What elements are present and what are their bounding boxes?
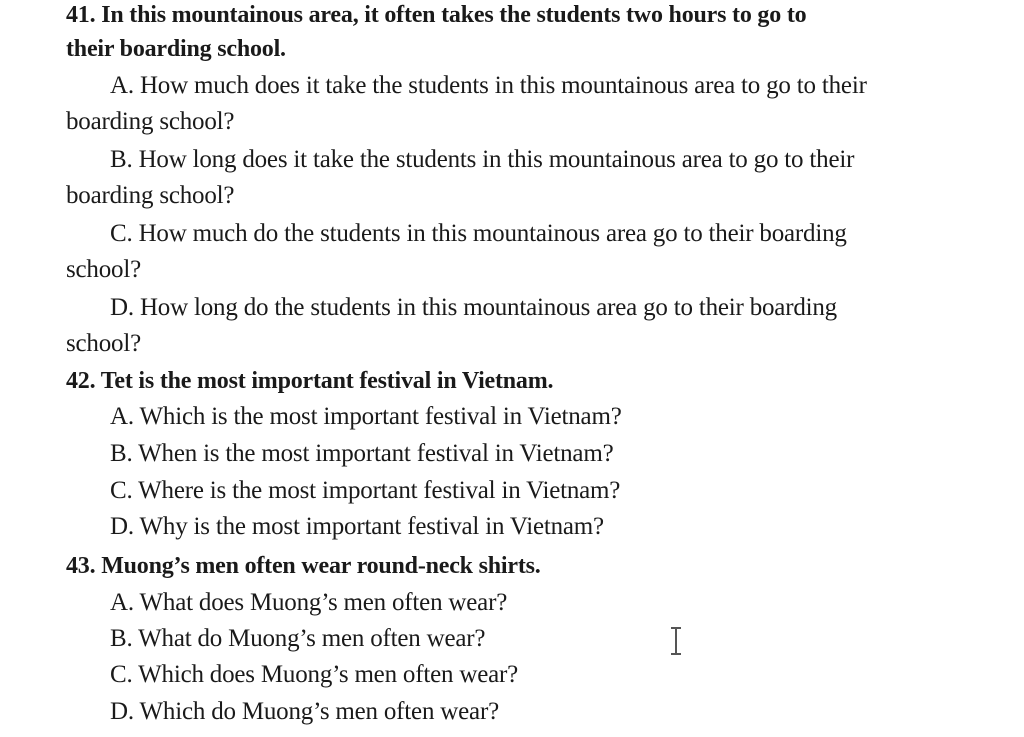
question-43-option-d: D. Which do Muong’s men often wear? xyxy=(110,698,499,725)
question-41-option-d-line-2: school? xyxy=(66,330,141,357)
question-41-option-a-line-1: A. How much does it take the students in this mountainous area to go to their xyxy=(110,72,867,99)
question-43-option-b: B. What do Muong’s men often wear? xyxy=(110,625,486,652)
question-43-option-a: A. What does Muong’s men often wear? xyxy=(110,589,508,616)
question-42-stem: 42. Tet is the most important festival in Vietnam. xyxy=(66,368,554,394)
question-42-option-d: D. Why is the most important festival in Vietnam? xyxy=(110,513,604,540)
question-41-option-c-line-1: C. How much do the students in this mountainous area go to their boarding xyxy=(110,220,847,247)
question-43-option-c: C. Which does Muong’s men often wear? xyxy=(110,661,519,688)
question-41-option-b-line-2: boarding school? xyxy=(66,182,235,209)
question-41-option-c-line-2: school? xyxy=(66,256,141,283)
question-43-stem: 43. Muong’s men often wear round-neck shirts. xyxy=(66,553,541,579)
question-41-option-d-line-1: D. How long do the students in this mountainous area go to their boarding xyxy=(110,294,837,321)
question-41-option-a-line-2: boarding school? xyxy=(66,108,235,135)
question-41-stem-line-2: their boarding school. xyxy=(66,36,286,62)
question-42-option-c: C. Where is the most important festival in Vietnam? xyxy=(110,477,621,504)
question-41-stem-line-1: 41. In this mountainous area, it often takes the students two hours to go to xyxy=(66,2,807,28)
question-42-option-b: B. When is the most important festival in Vietnam? xyxy=(110,440,614,467)
text-cursor-icon xyxy=(669,626,683,656)
question-42-option-a: A. Which is the most important festival in Vietnam? xyxy=(110,403,622,430)
question-41-option-b-line-1: B. How long does it take the students in this mountainous area to go to their xyxy=(110,146,855,173)
